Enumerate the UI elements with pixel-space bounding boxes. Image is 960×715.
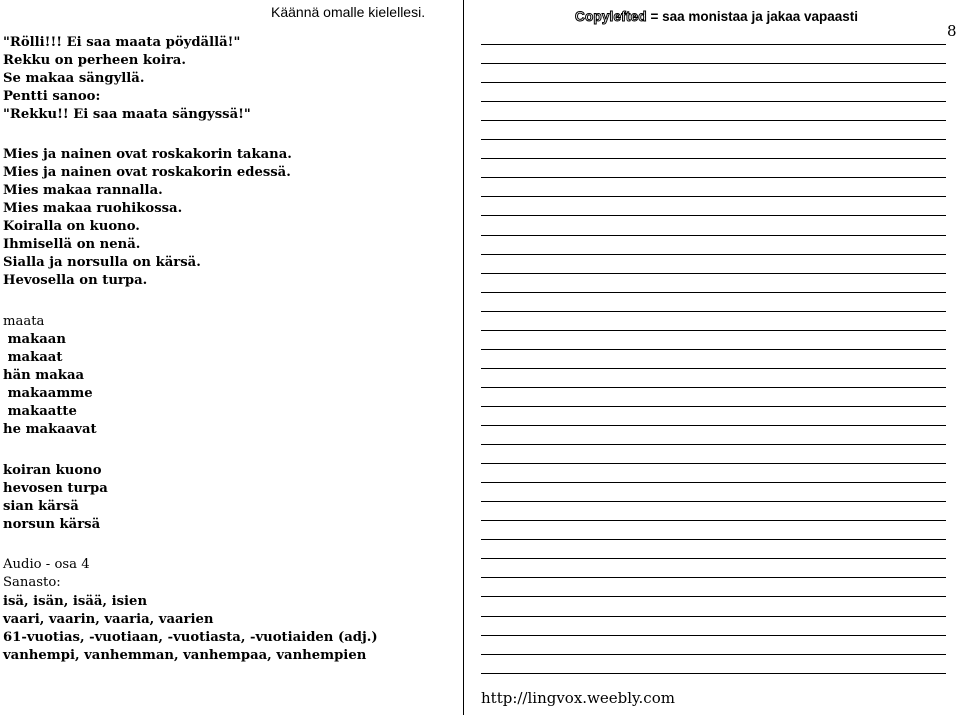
- conjugation-form: makaan: [3, 332, 66, 347]
- genitive-phrase: sian kärsä: [3, 499, 79, 514]
- writing-line: [481, 673, 946, 674]
- writing-line: [481, 292, 946, 293]
- writing-line: [481, 235, 946, 236]
- dialogue-line: Rekku on perheen koira.: [3, 53, 186, 68]
- vocab-item: vaari, vaarin, vaaria, vaarien: [3, 612, 214, 627]
- writing-line: [481, 501, 946, 502]
- writing-line: [481, 63, 946, 64]
- sentence-line: Ihmisellä on nenä.: [3, 237, 141, 252]
- writing-line: [481, 482, 946, 483]
- copyleft-notice: [575, 9, 858, 24]
- sentence-line: Sialla ja norsulla on kärsä.: [3, 255, 201, 270]
- genitive-phrase: koiran kuono: [3, 463, 102, 478]
- writing-line: [481, 311, 946, 312]
- vocab-label: Sanasto:: [3, 575, 61, 590]
- writing-line: [481, 254, 946, 255]
- writing-line: [481, 520, 946, 521]
- writing-line: [481, 177, 946, 178]
- writing-line: [481, 139, 946, 140]
- vocab-item: 61-vuotias, -vuotiaan, -vuotiasta, -vuotiaiden (adj.): [3, 630, 378, 645]
- writing-line: [481, 616, 946, 617]
- conjugation-form: hän makaa: [3, 368, 85, 383]
- sentence-line: Mies ja nainen ovat roskakorin edessä.: [3, 165, 291, 180]
- sentence-line: Mies ja nainen ovat roskakorin takana.: [3, 147, 292, 162]
- writing-line: [481, 635, 946, 636]
- page-number: 8: [947, 22, 957, 40]
- sentence-line: Hevosella on turpa.: [3, 273, 148, 288]
- conjugation-form: makaamme: [3, 386, 93, 401]
- sentence-line: Mies makaa rannalla.: [3, 183, 163, 198]
- writing-line: [481, 425, 946, 426]
- dialogue-line: "Rölli!!! Ei saa maata pöydällä!": [3, 35, 241, 50]
- genitive-phrase: hevosen turpa: [3, 481, 108, 496]
- conjugation-infinitive: maata: [3, 314, 45, 329]
- sentence-line: Koiralla on kuono.: [3, 219, 140, 234]
- vocab-item: isä, isän, isää, isien: [3, 594, 148, 609]
- writing-line: [481, 330, 946, 331]
- writing-line: [481, 158, 946, 159]
- writing-line: [481, 120, 946, 121]
- conjugation-form: makaat: [3, 350, 63, 365]
- writing-line: [481, 44, 946, 45]
- writing-line: [481, 387, 946, 388]
- conjugation-form: he makaavat: [3, 422, 97, 437]
- writing-line: [481, 406, 946, 407]
- dialogue-line: "Rekku!! Ei saa maata sängyssä!": [3, 107, 251, 122]
- writing-line: [481, 101, 946, 102]
- dialogue-line: Pentti sanoo:: [3, 89, 101, 104]
- footer-url: http://lingvox.weebly.com: [481, 689, 675, 707]
- writing-line: [481, 577, 946, 578]
- copyleft-text: = saa monistaa ja jakaa vapaasti: [646, 9, 859, 24]
- genitive-phrase: norsun kärsä: [3, 517, 101, 532]
- dialogue-line: Se makaa sängyllä.: [3, 71, 145, 86]
- writing-line: [481, 273, 946, 274]
- conjugation-form: makaatte: [3, 404, 77, 419]
- writing-line: [481, 463, 946, 464]
- vocab-item: vanhempi, vanhemman, vanhempaa, vanhempien: [3, 648, 367, 663]
- audio-title: Audio - osa 4: [3, 557, 90, 572]
- copyleft-label: Copylefted: [575, 9, 647, 24]
- writing-line: [481, 215, 946, 216]
- sentence-line: Mies makaa ruohikossa.: [3, 201, 183, 216]
- translate-instruction: Käännä omalle kielellesi.: [271, 4, 426, 20]
- writing-line: [481, 196, 946, 197]
- writing-line: [481, 654, 946, 655]
- column-divider: [463, 0, 464, 715]
- writing-line: [481, 349, 946, 350]
- writing-line: [481, 368, 946, 369]
- writing-line: [481, 596, 946, 597]
- writing-line: [481, 539, 946, 540]
- writing-line: [481, 444, 946, 445]
- writing-line: [481, 82, 946, 83]
- writing-line: [481, 558, 946, 559]
